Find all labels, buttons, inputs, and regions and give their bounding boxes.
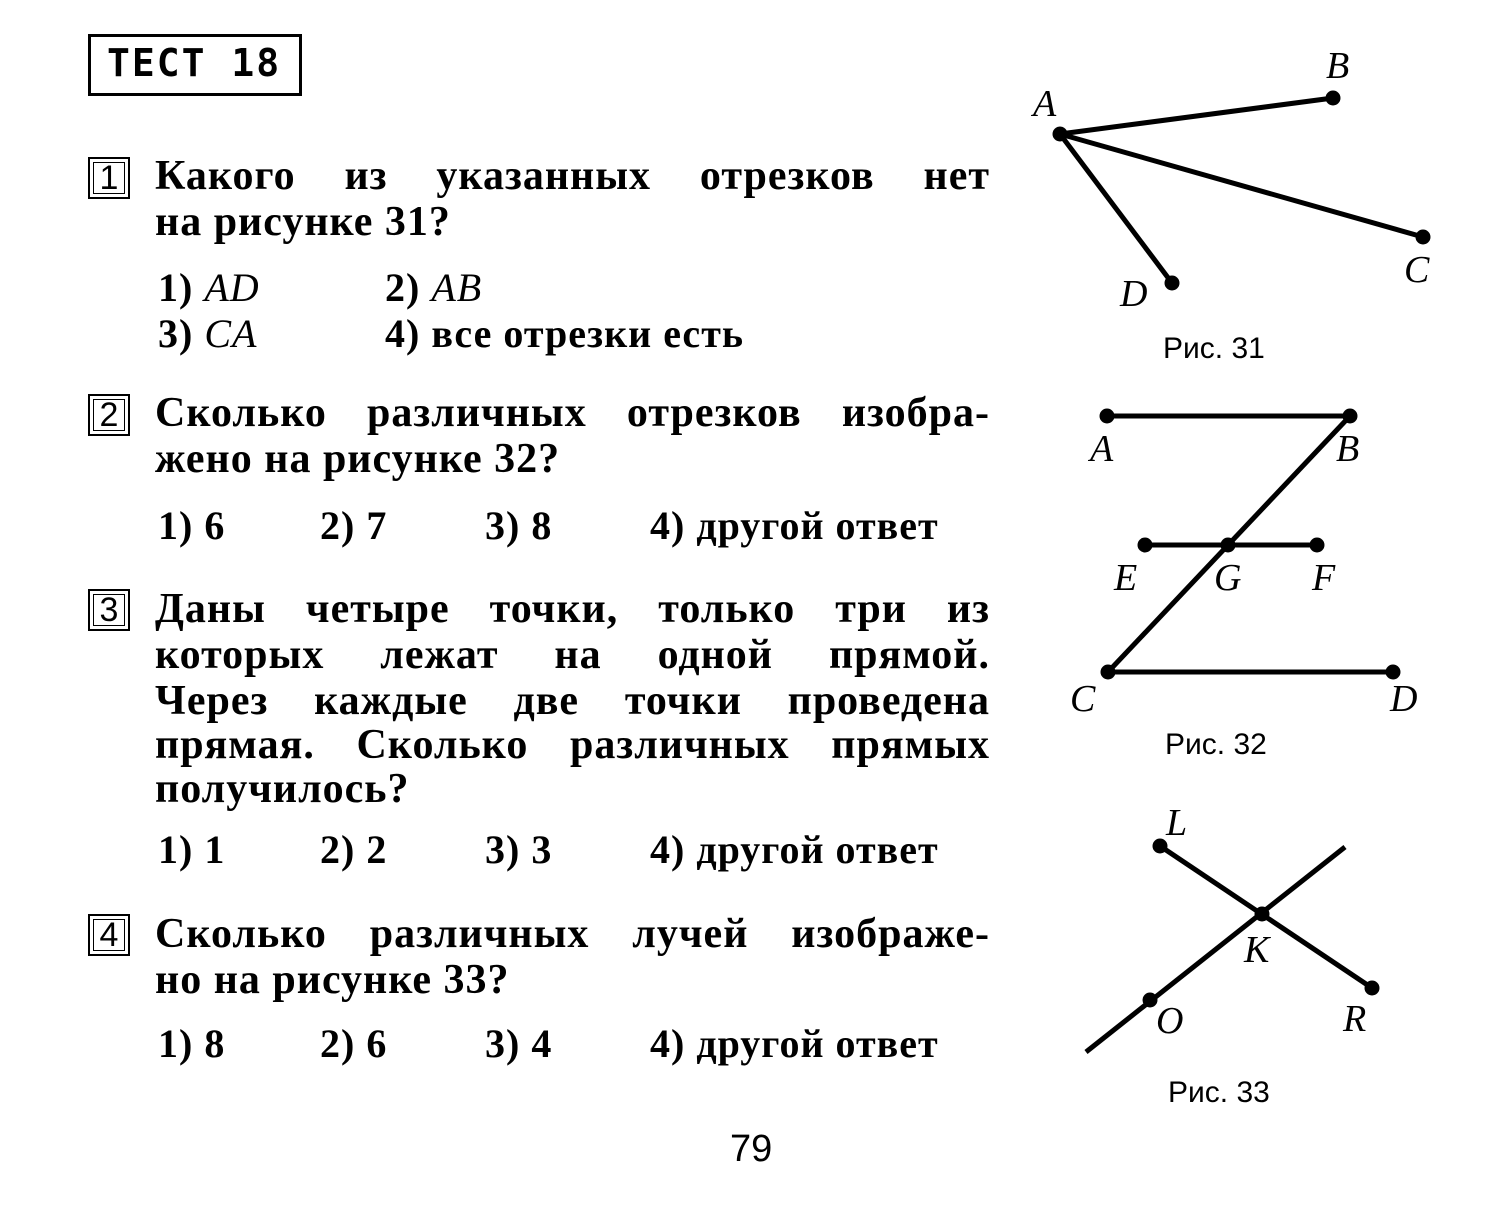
figure-33-caption: Рис. 33: [1168, 1076, 1270, 1109]
fig32-label-f: F: [1312, 557, 1336, 599]
point-r-33: [1367, 983, 1377, 993]
figure-31-caption: Рис. 31: [1163, 332, 1265, 365]
question-4-number: 4: [88, 914, 130, 956]
fig32-label-a: A: [1090, 428, 1114, 470]
question-1-number: 1: [88, 157, 130, 199]
segment-ad: [1060, 134, 1172, 283]
fig31-label-a: A: [1033, 83, 1057, 125]
test-title: ТЕСТ 18: [107, 41, 282, 85]
figure-32-caption: Рис. 32: [1165, 728, 1267, 761]
question-1-line-2: на рисунке 31?: [155, 199, 451, 245]
question-2-answer-1: 1) 6: [158, 503, 226, 548]
point-b: [1328, 93, 1338, 103]
point-c: [1418, 232, 1428, 242]
fig32-label-b: B: [1336, 428, 1360, 470]
point-f-32: [1312, 540, 1322, 550]
question-1-answer-1: 1) AD: [158, 265, 260, 310]
question-2-answer-3: 3) 8: [485, 503, 553, 548]
question-4-answer-3: 3) 4: [485, 1021, 553, 1066]
fig31-label-b: B: [1326, 45, 1350, 87]
fig33-label-r: R: [1343, 998, 1367, 1040]
point-d: [1167, 278, 1177, 288]
question-2-number: 2: [88, 394, 130, 436]
point-g-32: [1223, 540, 1233, 550]
question-1-line-1: Какого из указанных отрезков нет: [155, 153, 990, 199]
point-k-33: [1257, 909, 1267, 919]
figure-33: [1086, 841, 1377, 1052]
question-3-line-1: Даны четыре точки, только три из: [155, 586, 990, 632]
fig32-label-d: D: [1390, 678, 1418, 720]
line-ko-33: [1086, 847, 1345, 1052]
fig33-label-l: L: [1166, 802, 1188, 844]
question-1-answer-2: 2) AB: [385, 265, 483, 310]
point-a-32: [1102, 411, 1112, 421]
fig31-label-c: C: [1404, 249, 1430, 291]
question-3-number: 3: [88, 589, 130, 631]
point-a: [1055, 129, 1065, 139]
question-4-answer-1: 1) 8: [158, 1021, 226, 1066]
point-d-32: [1388, 667, 1398, 677]
page-number: 79: [730, 1128, 773, 1170]
point-b-32: [1345, 411, 1355, 421]
question-2-answer-2: 2) 7: [320, 503, 388, 548]
question-3-line-4: прямая. Сколько различных прямых: [155, 722, 990, 768]
fig32-label-e: E: [1114, 557, 1138, 599]
question-3-answer-4: 4) другой ответ: [650, 827, 939, 872]
figure-31: [1055, 93, 1428, 288]
question-2-answer-4: 4) другой ответ: [650, 503, 939, 548]
segment-ac: [1060, 134, 1423, 237]
fig32-label-c: C: [1070, 678, 1096, 720]
question-3-answer-2: 2) 2: [320, 827, 388, 872]
question-4-line-2: но на рисунке 33?: [155, 957, 510, 1003]
question-1-answer-4: 4) все отрезки есть: [385, 311, 744, 356]
fig31-label-d: D: [1120, 273, 1148, 315]
question-3-answer-1: 1) 1: [158, 827, 226, 872]
segment-ab: [1060, 98, 1333, 134]
question-3-line-5: получилось?: [155, 766, 410, 812]
question-3-line-2: которых лежат на одной прямой.: [155, 632, 990, 678]
question-2-line-1: Сколько различных отрезков изобра-: [155, 390, 990, 436]
question-2-line-2: жено на рисунке 32?: [155, 436, 561, 482]
fig33-label-o: O: [1156, 1000, 1184, 1042]
point-e-32: [1140, 540, 1150, 550]
point-c-32: [1103, 667, 1113, 677]
point-o-33: [1145, 995, 1155, 1005]
fig33-label-k: K: [1244, 929, 1270, 971]
question-3-answer-3: 3) 3: [485, 827, 553, 872]
question-4-answer-4: 4) другой ответ: [650, 1021, 939, 1066]
fig32-label-g: G: [1214, 557, 1242, 599]
question-4-answer-2: 2) 6: [320, 1021, 388, 1066]
question-3-line-3: Через каждые две точки проведена: [155, 678, 990, 724]
question-1-answer-3: 3) CA: [158, 311, 258, 356]
question-4-line-1: Сколько различных лучей изображе-: [155, 911, 990, 957]
point-l-33: [1155, 841, 1165, 851]
